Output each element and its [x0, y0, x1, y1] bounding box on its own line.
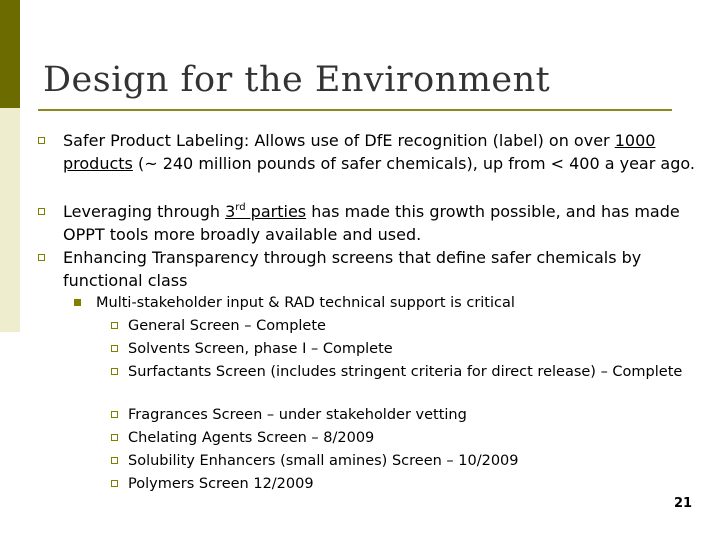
bullet-leveraging — [63, 200, 703, 246]
bullet-text: Leveraging through — [63, 202, 226, 221]
square-bullet-icon — [111, 434, 118, 441]
square-bullet-icon — [111, 322, 118, 329]
page-number: 21 — [674, 496, 693, 511]
filled-square-bullet-icon — [74, 299, 81, 306]
square-bullet-icon — [111, 345, 118, 352]
bullet-safer-product-labeling — [63, 129, 703, 175]
bullet-text: has made this growth possible, and has made OPPT tools more broadly available and used. — [63, 202, 680, 244]
slide-title: Design for the Environment — [43, 60, 551, 100]
square-bullet-icon — [111, 457, 118, 464]
bullet-underlined-text — [225, 202, 306, 221]
title-divider — [38, 109, 672, 111]
sidebar-accent-dark — [0, 0, 20, 108]
bullet-text: Safer Product Labeling: Allows use of DfE recognition (label) on over — [63, 131, 615, 150]
square-bullet-icon — [111, 411, 118, 418]
bullet-underlined-text: 1000 products — [63, 131, 656, 173]
bullet-enhancing-transparency: Enhancing Transparency through screens that define safer chemicals by functional class — [63, 248, 642, 290]
square-bullet-icon — [111, 368, 118, 375]
screen-item: General Screen – Complete — [128, 318, 326, 334]
sub-bullet-stakeholder-input: Multi-stakeholder input & RAD technical support is critical — [96, 295, 515, 311]
bullet-underlined-word: parties — [245, 202, 307, 221]
bullet-text: (~ 240 million pounds of safer chemicals), up from < 400 a year ago. — [132, 154, 695, 173]
screen-item: Fragrances Screen – under stakeholder vetting — [128, 407, 467, 423]
square-bullet-icon — [38, 137, 45, 144]
square-bullet-icon — [38, 254, 45, 261]
screen-item: Polymers Screen 12/2009 — [128, 476, 314, 492]
screen-item: Chelating Agents Screen – 8/2009 — [128, 430, 375, 446]
ordinal-suffix: rd — [235, 201, 246, 213]
ordinal-number: 3 — [225, 202, 236, 221]
sidebar-accent-light — [0, 108, 20, 332]
square-bullet-icon — [38, 208, 45, 215]
square-bullet-icon — [111, 480, 118, 487]
screen-item: Surfactants Screen (includes stringent criteria for direct release) – Complete — [128, 364, 683, 380]
screen-item: Solvents Screen, phase I – Complete — [128, 341, 393, 357]
screen-item: Solubility Enhancers (small amines) Screen – 10/2009 — [128, 453, 519, 469]
